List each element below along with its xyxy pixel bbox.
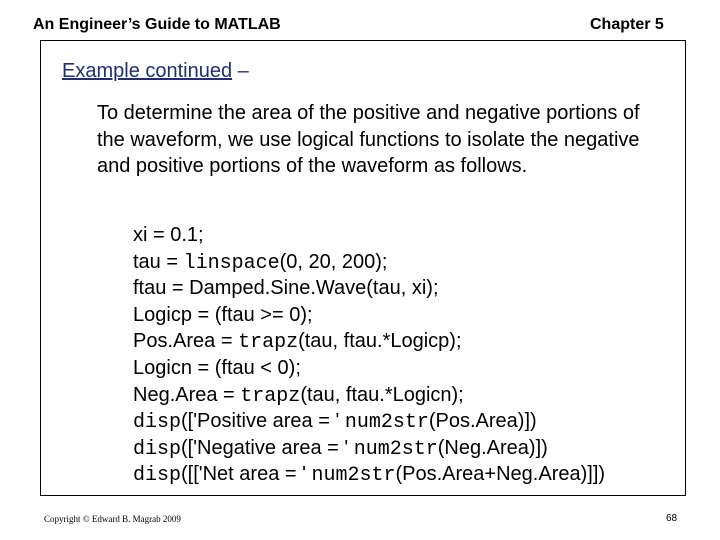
code-line xyxy=(133,328,605,355)
subtitle-dash: – xyxy=(232,60,249,82)
code-text: Neg.Area = xyxy=(133,383,241,406)
code-text: xi = 0.1; xyxy=(133,224,204,246)
code-text: (Pos.Area+Neg.Area)]]) xyxy=(395,463,606,486)
code-text: Logicp = (ftau >= 0); xyxy=(133,303,313,326)
code-text: (tau, ftau.*Logicp); xyxy=(298,330,462,353)
code-line xyxy=(133,355,605,382)
code-function: disp xyxy=(133,411,182,435)
code-text: tau = xyxy=(133,250,184,273)
code-text: (0, 20, 200); xyxy=(279,250,388,273)
copyright-text: Copyright © Edward B. Magrab 2009 xyxy=(44,514,181,524)
code-line xyxy=(133,408,605,435)
code-text: (['Positive area = ' xyxy=(181,410,345,433)
header-title: An Engineer’s Guide to MATLAB xyxy=(33,16,281,33)
page-number: 68 xyxy=(666,513,678,524)
code-text: ([['Net area = ' xyxy=(181,463,312,486)
code-function: num2str xyxy=(344,411,429,435)
code-line xyxy=(133,461,605,488)
code-text: (['Negative area = ' xyxy=(181,436,354,459)
code-function: disp xyxy=(133,437,182,461)
chapter-label: Chapter 5 xyxy=(590,16,664,33)
intro-paragraph: To determine the area of the positive and negative portions of the waveform, we use logical functions to isolate the negative and positive portions of the waveform as follows. xyxy=(97,102,640,177)
code-text: Logicn = (ftau < 0); xyxy=(133,356,301,379)
subtitle-text: Example continued xyxy=(62,60,233,82)
code-function: num2str xyxy=(311,464,396,488)
code-function: linspace xyxy=(183,251,280,275)
code-function: trapz xyxy=(238,331,299,355)
code-function: disp xyxy=(133,464,182,488)
code-text: (Pos.Area)]) xyxy=(428,410,537,433)
code-text: Pos.Area = xyxy=(133,330,239,353)
code-line xyxy=(133,382,605,409)
code-line xyxy=(133,435,605,462)
section-subtitle xyxy=(62,60,249,83)
code-line xyxy=(133,302,605,329)
code-line xyxy=(133,275,605,302)
code-function: trapz xyxy=(240,384,301,408)
code-line xyxy=(133,222,605,249)
code-text: (Neg.Area)]) xyxy=(437,436,548,459)
code-block xyxy=(133,222,605,488)
code-text: ftau = Damped.Sine.Wave(tau, xi); xyxy=(133,277,439,300)
code-text: (tau, ftau.*Logicn); xyxy=(300,383,464,406)
code-line xyxy=(133,249,605,276)
code-function: num2str xyxy=(353,437,438,461)
